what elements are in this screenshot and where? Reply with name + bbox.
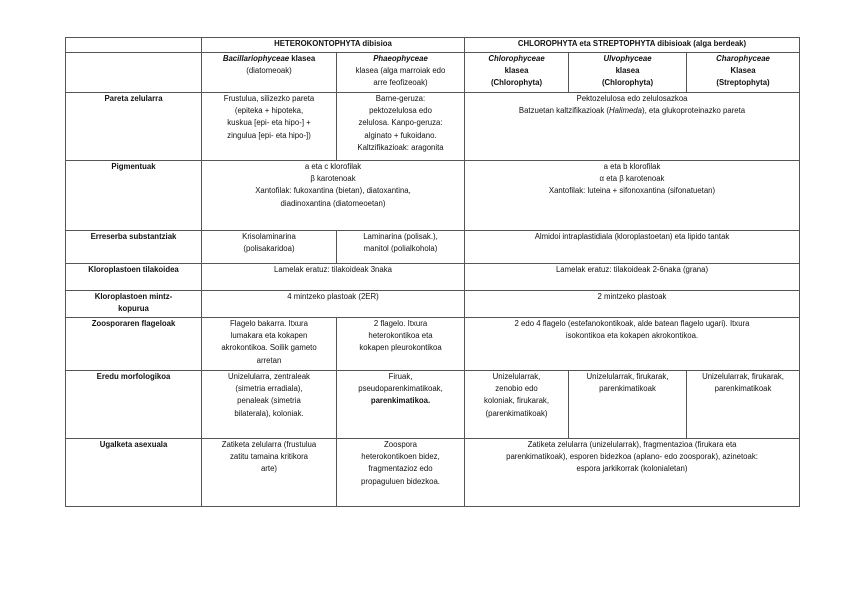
- cell-pareta-bacill: [202, 93, 337, 161]
- chlorophyceae-header: [465, 53, 569, 93]
- table-row: [66, 93, 800, 161]
- cell-eredu-ulvo: [569, 371, 687, 439]
- cell-text-line: Xantofilak: fukoxantina (bietan), diatoxantina,: [255, 186, 411, 196]
- cell-flagelo-phaeo: [337, 318, 465, 371]
- cell-text-line: manitol (polialkohola): [363, 244, 438, 254]
- cell-text-line: (Chlorophyta): [601, 78, 654, 88]
- cell-text-line: Charophyceae: [716, 54, 770, 63]
- cell-tilakoide-hetero: Lamelak eratuz: tilakoideak 3naka: [202, 264, 465, 291]
- empty-corner-cell: [66, 38, 202, 53]
- row-label-mintz: [66, 291, 202, 318]
- cell-text-line: Xantofilak: luteina + sifonoxantina (sifonatuetan): [548, 186, 716, 196]
- cell-text-line: kokapen pleurokontikoa: [359, 343, 442, 353]
- bacillariophyceae-header: [202, 53, 337, 93]
- cell-text-line: Kloroplastoen mintz-: [94, 292, 173, 301]
- cell-text-line: Unizelularrak, firukarak,: [586, 372, 669, 381]
- cell-text-line: Unizelularrak,: [492, 372, 541, 381]
- cell-text-line: diadinoxantina (diatomeoetan): [280, 198, 386, 208]
- cell-tilakoide-green: Lamelak eratuz: tilakoideak 2-6naka (grana): [465, 264, 800, 291]
- table-row: [66, 264, 800, 291]
- table-row: [66, 371, 800, 439]
- cell-text-line: Krisolaminarina: [242, 232, 296, 241]
- cell-text-line: bilaterala), koloniak.: [234, 408, 304, 418]
- cell-text-line: zelulosa. Kanpo-geruza:: [358, 118, 443, 128]
- cell-pareta-phaeo: [337, 93, 465, 161]
- row-label-eredu: Eredu morfologikoa: [66, 371, 202, 439]
- cell-text-line: Ulvophyceae: [603, 54, 652, 63]
- cell-text-line: Bacillariophyceae: [222, 54, 290, 63]
- cell-text-line: a eta b klorofilak: [603, 162, 661, 171]
- cell-text-line: Klasea: [730, 66, 756, 76]
- cell-text-line: parenkimatikoak: [599, 384, 656, 394]
- cell-text-line: Frustulua, silizezko pareta: [223, 94, 315, 103]
- cell-text-line: (epiteka + hipoteka,: [234, 106, 304, 116]
- cell-flagelo-bacill: [202, 318, 337, 371]
- cell-text-line: klasea (alga marroiak edo: [355, 66, 446, 76]
- cell-text-line: alginato + fukoidano.: [364, 130, 437, 140]
- algae-comparison-table: [65, 37, 800, 507]
- cell-eredu-bacill: [202, 371, 337, 439]
- empty-class-label-cell: [66, 53, 202, 93]
- cell-text-line: Zatiketa zelularra (unizelularrak), fragmentazioa (firukara eta: [527, 440, 737, 449]
- cell-text-line: β karotenoak: [310, 174, 356, 184]
- cell-text-line: (polisakaridoa): [243, 244, 295, 254]
- cell-text-line: Chlorophyceae: [488, 54, 545, 63]
- cell-text-line: Zoospora: [384, 440, 417, 449]
- cell-text-line: Unizelularra, zentraleak: [228, 372, 310, 381]
- cell-text-line: (simetria erradiala),: [235, 384, 303, 394]
- cell-text-line: Pektozelulosa edo zelulosazkoa: [576, 94, 688, 103]
- cell-text-line: Barne-geruza:: [375, 94, 426, 103]
- cell-text-line: Zatiketa zelularra (frustulua: [221, 440, 317, 449]
- phaeophyceae-header: [337, 53, 465, 93]
- cell-text-line: klasea: [289, 54, 316, 63]
- cell-text-line: Halimeda: [609, 106, 642, 116]
- cell-text-line: zatitu tamaina kritikora: [230, 452, 308, 462]
- ulvophyceae-header: [569, 53, 687, 93]
- chlorophyta-streptophyta-header: [465, 38, 800, 53]
- cell-text-line: HETEROKONTOPHYTA dibisioa: [274, 39, 392, 48]
- cell-text-line: zingulua [epi- eta hipo-]): [227, 130, 311, 140]
- charophyceae-header: [687, 53, 800, 93]
- row-label-erreserba: Erreserba substantziak: [66, 231, 202, 264]
- cell-flagelo-green: [465, 318, 800, 371]
- cell-text-line: Unizelularrak, firukarak,: [702, 372, 784, 381]
- division-header-row: [66, 38, 800, 53]
- cell-text-line: penaleak (simetria: [237, 396, 301, 406]
- cell-text-line: parenkimatikoak), esporen bidezkoa (aplano- edo zoosporak), azinetoak:: [506, 452, 758, 462]
- table-row: [66, 291, 800, 318]
- row-label-pareta: Pareta zelularra: [66, 93, 202, 161]
- cell-text-line: Flagelo bakarra. Itxura: [229, 319, 308, 328]
- heterokontophyta-header: [202, 38, 465, 53]
- cell-text-line: ), eta glukoproteinazko pareta: [641, 106, 746, 116]
- cell-text-line: heterokontikoen bidez,: [361, 452, 440, 462]
- cell-text-line: Phaeophyceae: [373, 54, 428, 63]
- cell-text-line: zenobio edo: [495, 384, 538, 394]
- cell-text-line: akrokontikoa. Soilik gameto: [221, 343, 317, 353]
- row-label-ugalketa: Ugalketa asexuala: [66, 439, 202, 507]
- cell-erreserba-phaeo: [337, 231, 465, 264]
- cell-pareta-green: [465, 93, 800, 161]
- cell-text-line: pektozelulosa edo: [369, 106, 432, 116]
- cell-text-line: Firuak,: [388, 372, 413, 381]
- cell-eredu-phaeo: [337, 371, 465, 439]
- cell-text-line: propaguluen bidezkoa.: [361, 476, 440, 486]
- cell-text-line: klasea: [615, 66, 640, 76]
- cell-text-line: α eta β karotenoak: [599, 174, 665, 184]
- cell-ugalketa-bacill: [202, 439, 337, 507]
- table-row: [66, 439, 800, 507]
- cell-text-line: Kaltzifikazioak: aragonita: [357, 142, 444, 152]
- cell-eredu-charo: [687, 371, 800, 439]
- table-row: [66, 161, 800, 231]
- class-header-row: [66, 53, 800, 93]
- cell-text-line: (Streptophyta): [716, 78, 770, 88]
- row-label-tilakoidea: Kloroplastoen tilakoidea: [66, 264, 202, 291]
- cell-text-line: Batzuetan kaltzifikazioak (: [518, 106, 610, 116]
- cell-erreserba-bacill: [202, 231, 337, 264]
- cell-text-line: 2 flagelo. Itxura: [373, 319, 428, 328]
- cell-text-line: lumakara eta kokapen: [230, 331, 308, 341]
- cell-text-line: fragmentazioz edo: [368, 464, 433, 474]
- cell-text-line: arre feofizeoak): [373, 78, 428, 88]
- cell-text-line: arte): [260, 464, 278, 474]
- cell-text-line: a eta c klorofilak: [304, 162, 362, 171]
- cell-eredu-chloro: [465, 371, 569, 439]
- cell-text-line: Laminarina (polisak.),: [363, 232, 438, 241]
- cell-text-line: arretan: [256, 355, 282, 365]
- cell-text-line: 2 edo 4 flagelo (estefanokontikoak, alde batean flagelo ugari). Itxura: [514, 319, 750, 328]
- cell-text-line: isokontikoa eta kokapen akrokontikoa.: [565, 331, 699, 341]
- cell-text-line: pseudoparenkimatikoak,: [358, 384, 443, 394]
- cell-text-line: kuskua [epi- eta hipo-] +: [227, 118, 311, 128]
- cell-text-line: (parenkimatikoak): [485, 408, 548, 418]
- cell-erreserba-green: Almidoi intraplastidiala (kloroplastoetan) eta lipido tantak: [465, 231, 800, 264]
- cell-text-line: heterokontikoa eta: [368, 331, 433, 341]
- cell-ugalketa-green: [465, 439, 800, 507]
- cell-text-line: (Chlorophyta): [490, 78, 543, 88]
- cell-text-line: parenkimatikoak: [714, 384, 772, 394]
- cell-text-line: CHLOROPHYTA eta STREPTOPHYTA dibisioak (alga berdeak): [517, 39, 747, 48]
- row-label-flageloak: Zoosporaren flageloak: [66, 318, 202, 371]
- cell-mintz-hetero: 4 mintzeko plastoak (2ER): [202, 291, 465, 318]
- cell-text-line: espora jarkikorrak (kolonialetan): [576, 464, 688, 474]
- cell-text-line: koloniak, firukarak,: [483, 396, 549, 406]
- cell-text-line: klasea: [504, 66, 529, 76]
- table-row: [66, 318, 800, 371]
- cell-pigment-green: [465, 161, 800, 231]
- cell-text-line: kopurua: [118, 304, 149, 314]
- cell-mintz-green: 2 mintzeko plastoak: [465, 291, 800, 318]
- cell-ugalketa-phaeo: [337, 439, 465, 507]
- cell-text-line: parenkimatikoa.: [370, 396, 431, 406]
- row-label-pigmentuak: Pigmentuak: [66, 161, 202, 231]
- cell-text-line: (diatomeoak): [246, 66, 292, 76]
- cell-pigment-hetero: [202, 161, 465, 231]
- table-row: [66, 231, 800, 264]
